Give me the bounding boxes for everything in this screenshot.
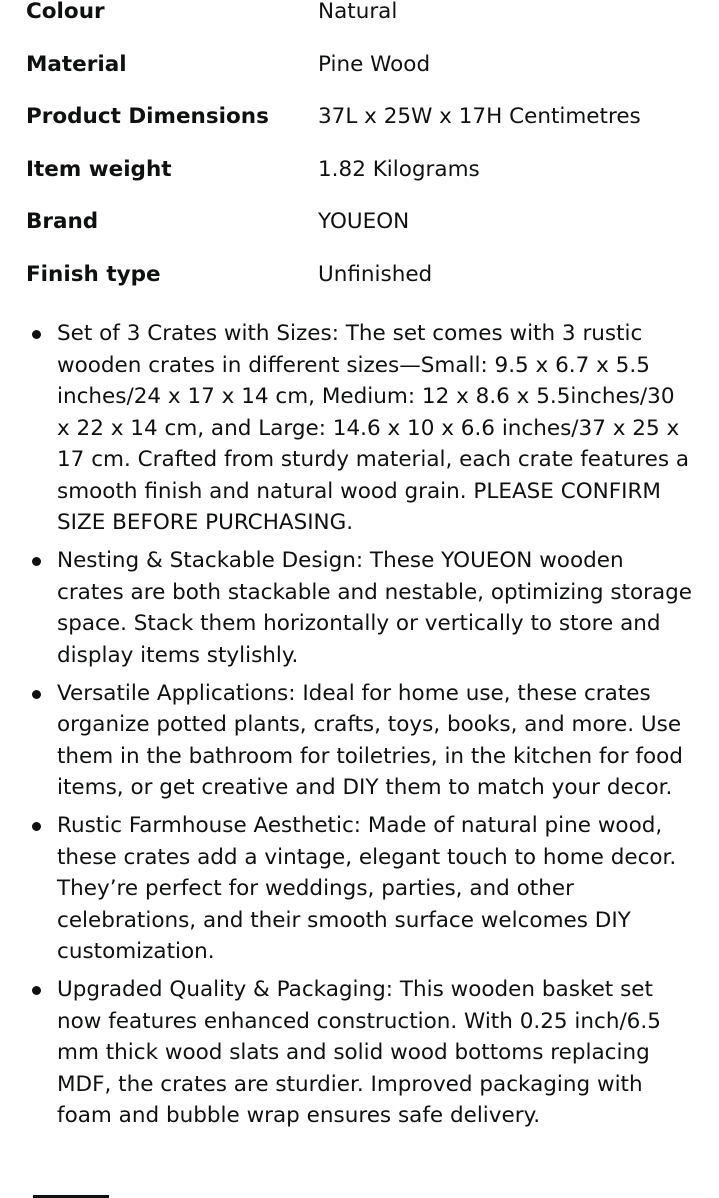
spec-value: YOUEON bbox=[318, 209, 410, 234]
spec-label: Item weight bbox=[26, 157, 172, 182]
spec-value: 1.82 Kilograms bbox=[318, 157, 480, 182]
about-this-item-list bbox=[0, 318, 719, 1138]
spec-row-material bbox=[0, 50, 719, 80]
spec-label: Brand bbox=[26, 209, 99, 234]
spec-row-item-weight bbox=[0, 155, 719, 185]
list-item bbox=[0, 318, 719, 539]
bullet-text: Set of 3 Crates with Sizes: The set comes with 3 rustic wooden crates in different sizes—Small: 9.5 x 6.7 x 5.5 inches/24 x 17 x 14 cm, Medium: 12 x 8.6 x 5.5inches/30 x 22 x 14 cm, and Large: 14.6 x 10 x 6.6 inches/37 x 25 x 17 cm. Crafted from sturdy material, each crate features a smooth finish and natural wood grain. PLEASE CONFIRM SIZE BEFORE PURCHASING. bbox=[57, 321, 690, 535]
bullet-text: Upgraded Quality & Packaging: This wooden basket set now features enhanced construction. With 0.25 inch/6.5 mm thick wood slats and solid wood bottoms replacing MDF, the crates are sturdier. Improved packaging with foam and bubble wrap ensures safe delivery. bbox=[57, 977, 661, 1128]
spec-label: Finish type bbox=[26, 262, 161, 287]
spec-row-product-dimensions bbox=[0, 102, 719, 132]
bullet-text: Versatile Applications: Ideal for home use, these crates organize potted plants, crafts, toys, books, and more. Use them in the bathroom for toiletries, in the kitchen for food items, or get creative and DIY them to match your decor. bbox=[57, 680, 683, 800]
spec-value: Natural bbox=[318, 0, 398, 24]
bullet-dot-icon bbox=[32, 822, 41, 831]
bullet-dot-icon bbox=[32, 690, 41, 699]
spec-label: Colour bbox=[26, 0, 105, 24]
spec-value: Unfinished bbox=[318, 262, 433, 287]
spec-row-colour bbox=[0, 0, 719, 27]
spec-label: Material bbox=[26, 52, 127, 77]
bullet-text: Rustic Farmhouse Aesthetic: Made of natural pine wood, these crates add a vintage, elegant touch to home decor. They’re perfect for weddings, parties, and other celebrations, and their smooth surface welcomes DIY customization. bbox=[57, 813, 677, 964]
bullet-dot-icon bbox=[32, 330, 41, 339]
spec-value: Pine Wood bbox=[318, 52, 431, 77]
list-item bbox=[0, 545, 719, 671]
spec-label: Product Dimensions bbox=[26, 104, 269, 129]
spec-value: 37L x 25W x 17H Centimetres bbox=[318, 104, 641, 129]
bullet-text: Nesting & Stackable Design: These YOUEON wooden crates are both stackable and nestable, optimizing storage space. Stack them horizontally or vertically to store and display items stylishly. bbox=[57, 548, 693, 668]
spec-row-finish-type bbox=[0, 260, 719, 290]
list-item bbox=[0, 810, 719, 968]
list-item bbox=[0, 678, 719, 804]
spec-row-brand bbox=[0, 207, 719, 237]
bullet-dot-icon bbox=[32, 557, 41, 566]
list-item bbox=[0, 974, 719, 1132]
bullet-dot-icon bbox=[32, 986, 41, 995]
